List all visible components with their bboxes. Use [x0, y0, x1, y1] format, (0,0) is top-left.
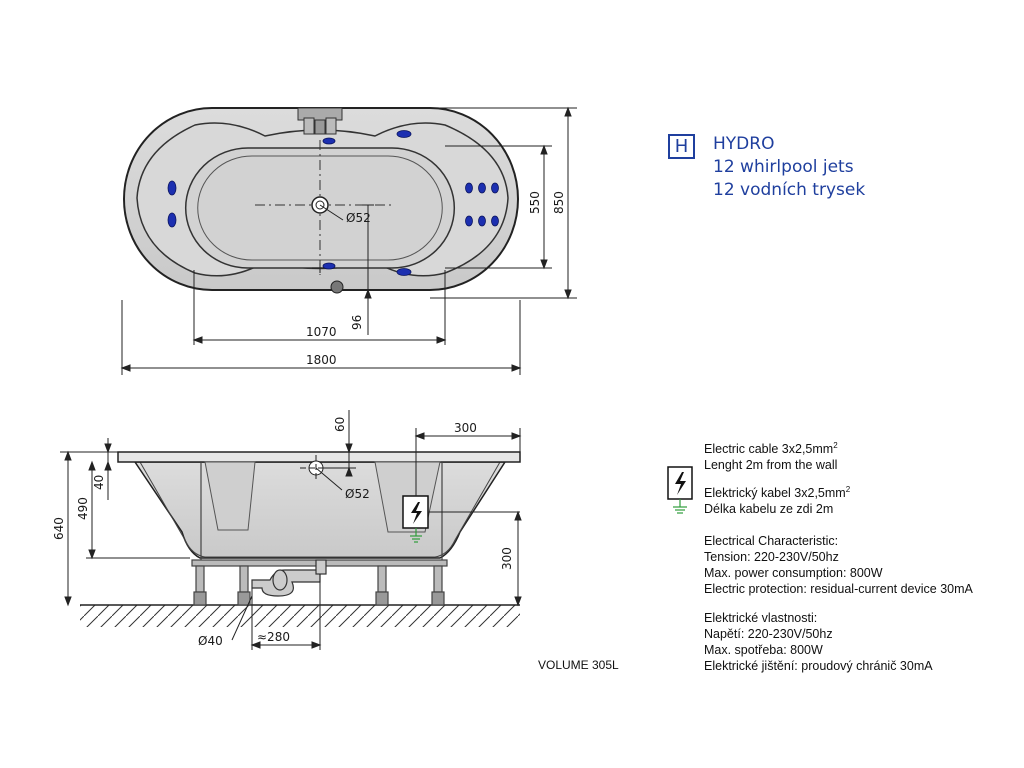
floor: [80, 605, 520, 627]
drain-diameter-label: Ø52: [346, 211, 371, 225]
ground-icon: [673, 499, 687, 513]
overflow-from-top-label: 60: [333, 416, 347, 432]
hydro-jets-cz: 12 vodních trysek: [713, 180, 866, 200]
tub-rim: [118, 452, 520, 462]
dimension-640: [60, 452, 118, 605]
tub-body: [135, 462, 505, 558]
jet-icon: [397, 131, 411, 138]
jet-icon: [479, 216, 486, 226]
jet-icon: [323, 263, 335, 269]
jet-icon: [466, 216, 473, 226]
jet-icon: [168, 181, 176, 195]
cable-en-sup: 2: [833, 441, 838, 450]
waste-distance-label: ≈280: [257, 630, 290, 644]
inner-length-label: 1070: [306, 325, 337, 339]
electrical-en-tension: Tension: 220-230V/50hz: [704, 550, 839, 564]
overflow-offset-label: 96: [350, 314, 364, 330]
electrical-info-cz: [704, 610, 933, 674]
electrical-en-protection: Electric protection: residual-current device 30mA: [704, 582, 973, 596]
side-overflow-diameter-label: Ø52: [345, 487, 370, 501]
electrical-cz-title: Elektrické vlastnosti:: [704, 611, 818, 625]
waste-diameter-label: Ø40: [198, 634, 223, 648]
jet-icon: [479, 183, 486, 193]
hydro-badge-icon: H: [668, 134, 695, 159]
electrical-warning-icon: [668, 467, 692, 499]
dimension-300-vertical: [515, 512, 521, 605]
electrical-en-power: Max. power consumption: 800W: [704, 566, 883, 580]
overall-length-label: 1800: [306, 353, 337, 367]
panel-offset-label: 300: [454, 421, 477, 435]
tub-height-label: 490: [76, 497, 90, 520]
hydro-title: HYDRO: [713, 134, 775, 154]
overflow-icon: [331, 281, 343, 293]
inner-width-label: 550: [528, 191, 542, 214]
cable-cz-line2: Délka kabelu ze zdi 2m: [704, 502, 834, 516]
electrical-cz-power: Max. spotřeba: 800W: [704, 643, 823, 657]
side-view: [52, 410, 692, 650]
jet-icon: [492, 216, 499, 226]
jet-icon: [323, 138, 335, 144]
cable-en-line2: Lenght 2m from the wall: [704, 458, 838, 472]
electrical-info-en: [704, 533, 973, 597]
cable-en-line1: Electric cable 3x2,5mm: [704, 442, 834, 456]
electrical-cz-tension: Napětí: 220-230V/50hz: [704, 627, 833, 641]
overall-width-label: 850: [552, 191, 566, 214]
cable-info-en: [704, 441, 838, 473]
cable-cz-line1: Elektrický kabel 3x2,5mm: [704, 486, 846, 500]
faucet-icon: [298, 108, 342, 134]
jet-icon: [397, 269, 411, 276]
top-view: [122, 108, 577, 375]
cable-info-cz: [704, 485, 850, 517]
electrical-cz-protection: Elektrické jištění: proudový chránič 30mA: [704, 659, 933, 673]
outlet-height-label: 300: [500, 547, 514, 570]
jet-icon: [168, 213, 176, 227]
volume-label: VOLUME 305L: [538, 658, 619, 672]
electrical-en-title: Electrical Characteristic:: [704, 534, 839, 548]
total-height-label: 640: [52, 517, 66, 540]
hydro-jets-en: 12 whirlpool jets: [713, 157, 854, 177]
cable-cz-sup: 2: [845, 485, 851, 494]
jet-icon: [492, 183, 499, 193]
jet-icon: [466, 183, 473, 193]
rim-thickness-label: 40: [92, 474, 106, 490]
